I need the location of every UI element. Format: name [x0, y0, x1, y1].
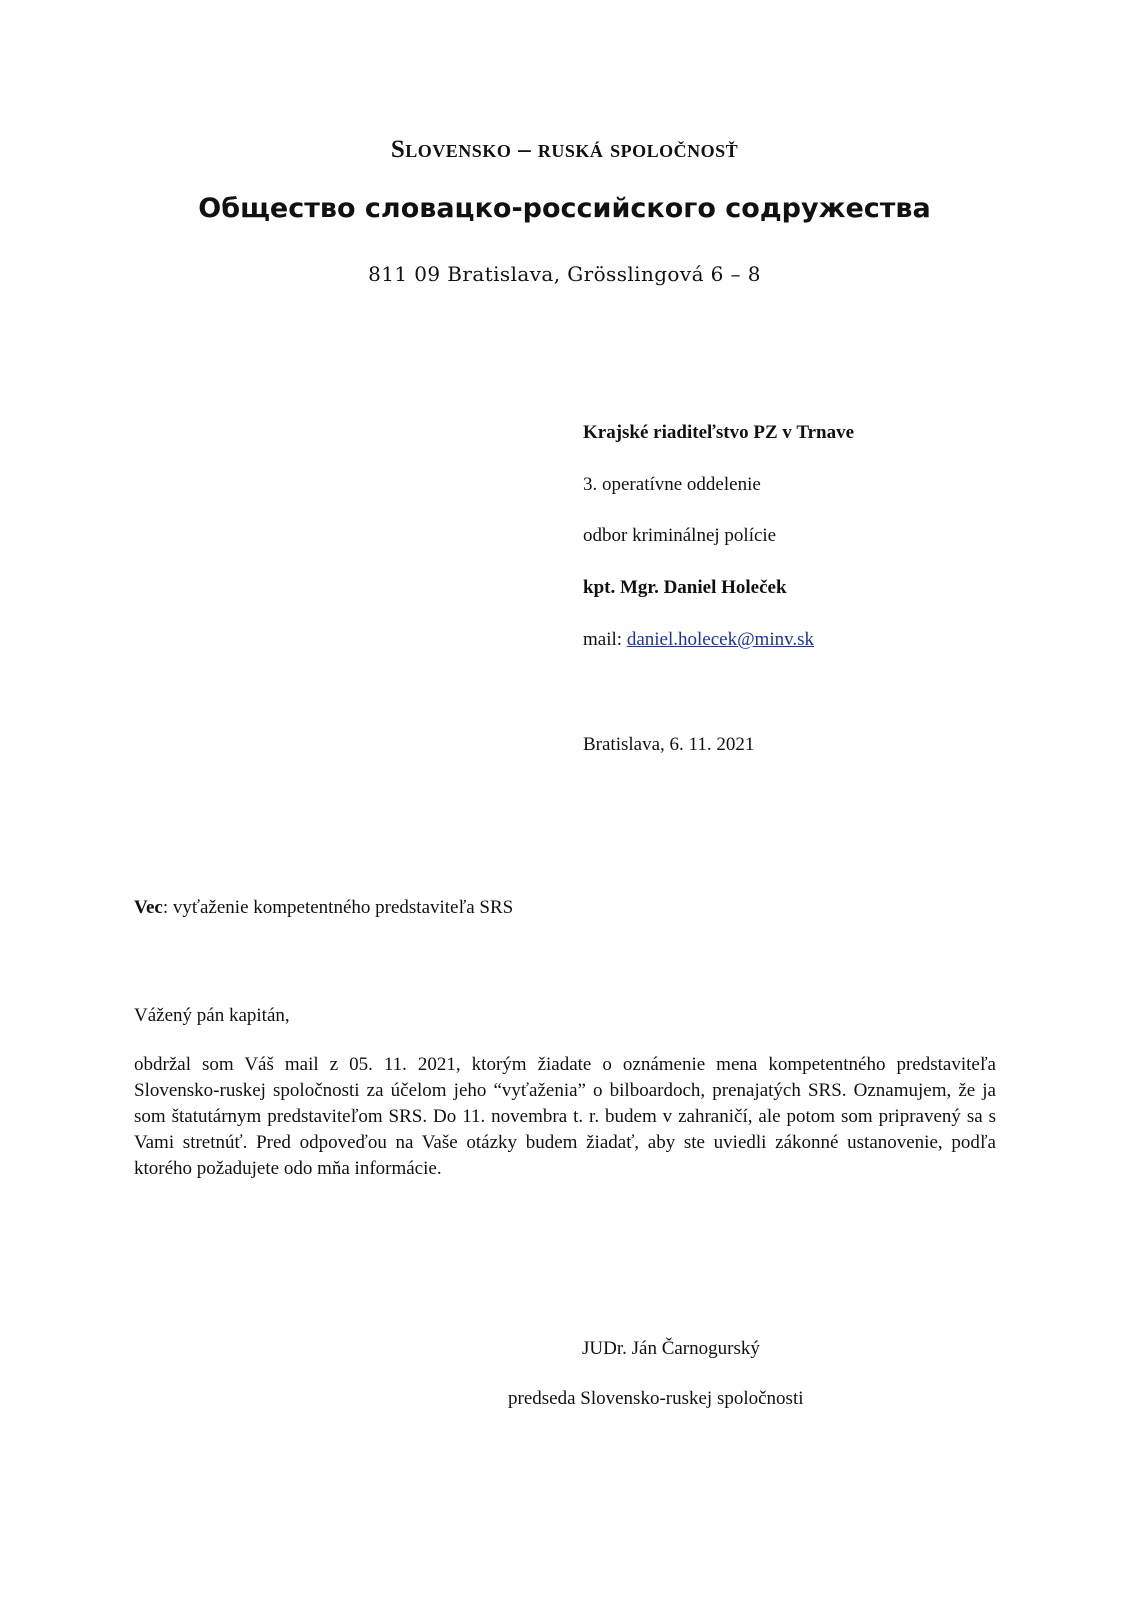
- recipient-institution: Krajské riaditeľstvo PZ v Trnave: [583, 422, 855, 443]
- organization-name-russian: Общество словацко-российского содружества: [198, 193, 931, 224]
- recipient-division: odbor kriminálnej polície: [583, 525, 777, 546]
- organization-name-slovak: Slovensko – ruská spoločnosť: [390, 136, 739, 163]
- recipient-department: 3. operatívne oddelenie: [583, 474, 761, 495]
- subject-label: Vec: [134, 897, 163, 918]
- recipient-person: kpt. Mgr. Daniel Holeček: [583, 577, 787, 598]
- recipient-mail: [583, 629, 814, 651]
- subject-line: [134, 897, 513, 919]
- recipient-mail-link[interactable]: daniel.holecek@minv.sk: [626, 629, 815, 650]
- organization-address: 811 09 Bratislava, Grösslingová 6 – 8: [368, 262, 761, 286]
- subject-text: : vyťaženie kompetentného predstaviteľa SRS: [162, 897, 514, 918]
- salutation: Vážený pán kapitán,: [134, 1005, 290, 1026]
- recipient-mail-label: mail:: [583, 629, 627, 650]
- signature-name: JUDr. Ján Čarnogurský: [582, 1338, 760, 1359]
- date-line: Bratislava, 6. 11. 2021: [583, 734, 755, 755]
- letter-body: obdržal som Váš mail z 05. 11. 2021, ktorým žiadate o oznámenie mena kompetentného predstaviteľa Slovensko-ruskej spoločnosti za účelom jeho “vyťaženia” o bilboardoch, prenajatých SRS. Oznamujem, že ja som štatutárnym predstaviteľom SRS. Do 11. novembra t. r. budem v zahraničí, ale potom som pripravený sa s Vami stretnúť. Pred odpoveďou na Vaše otázky budem žiadať, aby ste uviedli zákonné ustanovenie, podľa ktorého požadujete odo mňa informácie.: [134, 1054, 996, 1179]
- signature-title: predseda Slovensko-ruskej spoločnosti: [508, 1388, 804, 1409]
